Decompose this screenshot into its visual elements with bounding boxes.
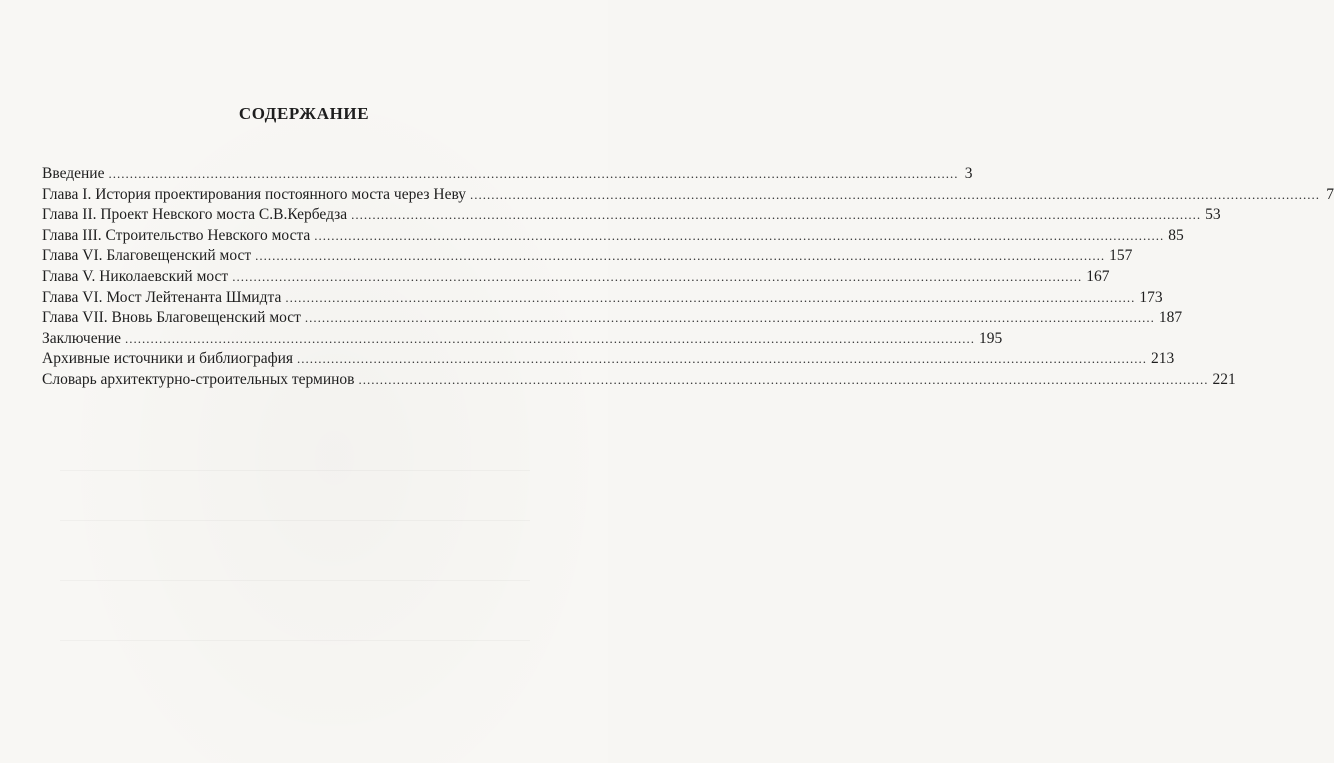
toc-dot-leader: ........................................................................................................................................................................................................ — [125, 330, 976, 346]
bleed-through-line — [60, 470, 530, 471]
toc-page-number: 167 — [1086, 267, 1110, 285]
toc-dot-leader: ........................................................................................................................................................................................................ — [232, 268, 1083, 284]
bleed-through-line — [60, 580, 530, 581]
toc-dot-leader: ........................................................................................................................................................................................................ — [255, 248, 1106, 264]
toc-dot-leader: ........................................................................................................................................................................................................ — [108, 166, 959, 181]
toc-entry-title: Глава VI. Мост Лейтенанта Шмидта — [42, 288, 282, 306]
toc-entry — [42, 205, 1221, 226]
toc-entry-title: Глава II. Проект Невского моста С.В.Кербедза — [42, 206, 348, 224]
toc-dot-leader: ........................................................................................................................................................................................................ — [470, 186, 1321, 202]
toc-page-number: 7 — [1326, 185, 1334, 203]
toc-entry-title: Глава VI. Благовещенский мост — [42, 247, 252, 265]
toc-entry — [42, 226, 1184, 247]
toc-dot-leader: ........................................................................................................................................................................................................ — [358, 371, 1209, 387]
toc-entry-title: Введение — [42, 165, 105, 182]
toc-entry-title: Глава I. История проектирования постоянного моста через Неву — [42, 185, 467, 203]
toc-entry — [42, 329, 1003, 350]
toc-entry-title: Заключение — [42, 329, 122, 347]
toc-page-number: 187 — [1158, 309, 1183, 327]
toc-entry-title: Глава V. Николаевский мост — [42, 267, 229, 285]
toc-page-number: 157 — [1109, 247, 1133, 265]
toc-entry-title: Глава VII. Вновь Благовещенский мост — [42, 309, 301, 327]
toc-page-number: 213 — [1151, 350, 1175, 368]
toc-entry — [42, 349, 1175, 370]
toc-entry — [42, 288, 1163, 309]
toc-page-number: 195 — [979, 329, 1003, 347]
toc-dot-leader: ........................................................................................................................................................................................................ — [314, 227, 1165, 243]
toc-page-number: 53 — [1205, 206, 1221, 224]
toc-page-number: 85 — [1168, 226, 1184, 244]
toc-dot-leader: ........................................................................................................................................................................................................ — [285, 289, 1136, 305]
toc-entry-title: Глава III. Строительство Невского моста — [42, 226, 311, 244]
toc-dot-leader: ........................................................................................................................................................................................................ — [304, 310, 1155, 326]
toc-entry-title: Архивные источники и библиография — [42, 350, 294, 368]
bleed-through-line — [60, 520, 530, 521]
toc-dot-leader: ........................................................................................................................................................................................................ — [351, 207, 1202, 223]
toc-entry — [42, 185, 1334, 206]
toc-page-number: 173 — [1139, 288, 1163, 306]
toc-entry-title: Словарь архитектурно-строительных терминов — [42, 370, 355, 388]
table-of-contents — [42, 164, 1334, 391]
toc-entry — [42, 246, 1133, 267]
bleed-through-line — [60, 640, 530, 641]
toc-entry — [42, 308, 1183, 329]
toc-page-number: 221 — [1212, 370, 1236, 388]
toc-entry — [42, 164, 973, 185]
toc-entry — [42, 267, 1110, 288]
toc-entry — [42, 370, 1236, 391]
page-title: СОДЕРЖАНИЕ — [238, 104, 370, 123]
toc-page-number: 3 — [964, 165, 973, 182]
toc-dot-leader: ........................................................................................................................................................................................................ — [297, 351, 1148, 367]
